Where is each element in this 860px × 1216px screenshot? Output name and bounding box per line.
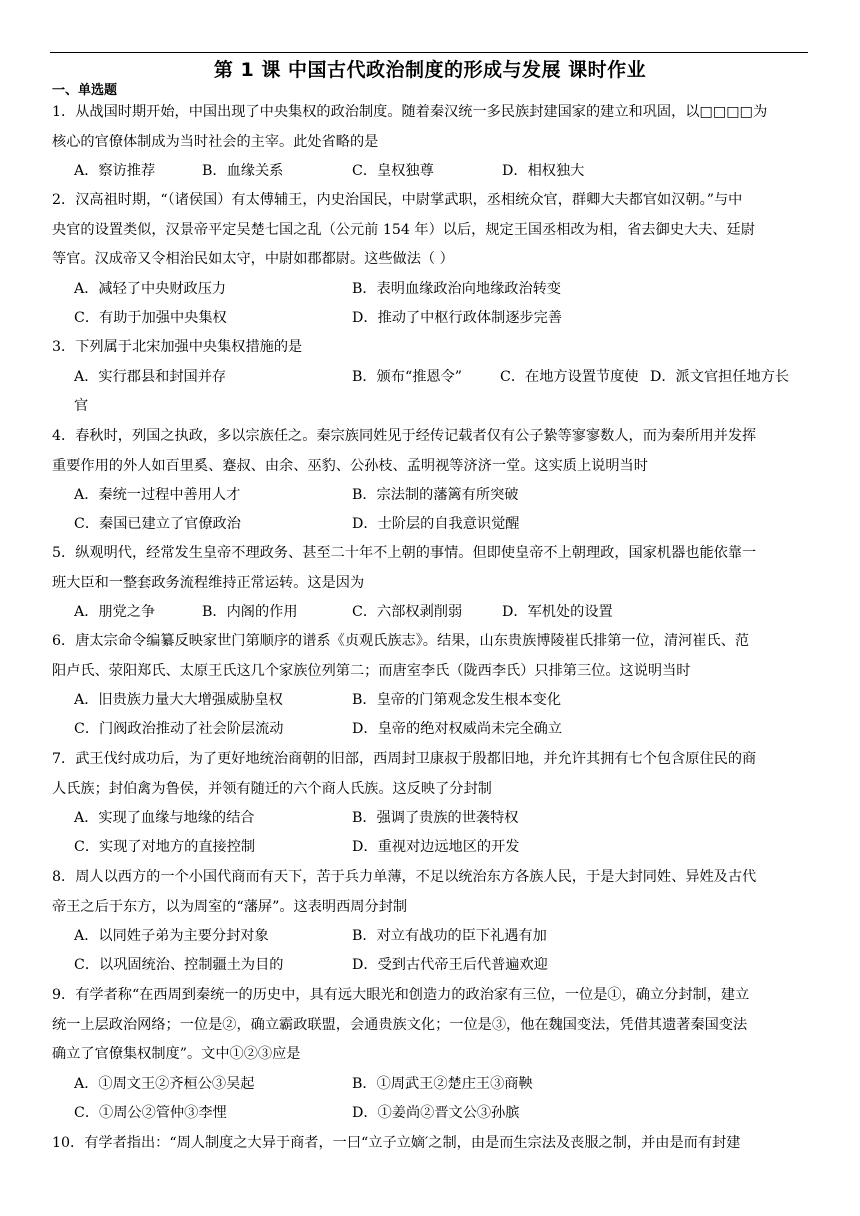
question-6-stem xyxy=(52,627,804,686)
option-d[interactable]: D．①姜尚②晋文公③孙膑 xyxy=(352,1105,520,1121)
question-line: 确立了官僚集权制度”。文中①②③应是 xyxy=(52,1046,301,1062)
question-3-options-wrap xyxy=(74,392,808,421)
option-a[interactable]: A．朋党之争 xyxy=(74,604,156,620)
question-line: 10．有学者指出：“周人制度之大异于商者，一曰“立子立嫡′之制，由是而生宗法及丧服之制，并由是而有封建 xyxy=(52,1135,741,1151)
question-6-options-row-2 xyxy=(74,715,808,744)
option-c[interactable]: C．在地方设置节度使 xyxy=(500,369,639,385)
question-line: 阳卢氏、荥阳郑氏、太原王氏这几个家族位列第二；而唐室李氏（陇西李氏）只排第三位。这说明当时 xyxy=(52,662,691,679)
option-d[interactable]: D．军机处的设置 xyxy=(502,604,613,620)
question-line: 班大臣和一整套政务流程维持正常运转。这是因为 xyxy=(52,574,365,591)
question-1-stem xyxy=(52,98,804,157)
page-title: 第 1 课 中国古代政治制度的形成与发展 课时作业 xyxy=(213,59,647,81)
question-2-stem xyxy=(52,186,804,275)
option-d[interactable]: D．相权独大 xyxy=(502,163,585,179)
question-line: 2．汉高祖时期，“（诸侯国）有太傅辅王，内史治国民，中尉掌武职，丞相统众官，群卿大夫都官如汉朝。”与中 xyxy=(52,192,743,208)
option-c[interactable]: C．秦国已建立了官僚政治 xyxy=(74,516,241,532)
option-a[interactable]: A．减轻了中央财政压力 xyxy=(74,281,227,297)
question-4-options-row-2 xyxy=(74,510,808,539)
option-a[interactable]: A．实行郡县和封国并存 xyxy=(74,369,227,385)
option-c[interactable]: C．有助于加强中央集权 xyxy=(74,310,227,326)
option-d[interactable]: D．受到古代帝王后代普遍欢迎 xyxy=(352,957,548,973)
question-line: 4．春秋时，列国之执政，多以宗族任之。秦宗族同姓见于经传记载者仅有公子絷等寥寥数人，而为秦所用并发挥 xyxy=(52,428,757,444)
question-9-stem xyxy=(52,981,804,1070)
option-d[interactable]: D．士阶层的自我意识觉醒 xyxy=(352,516,520,532)
option-a[interactable]: A．①周文王②齐桓公③吴起 xyxy=(74,1076,255,1092)
question-5-stem xyxy=(52,539,804,598)
option-b[interactable]: B．强调了贵族的世袭特权 xyxy=(352,810,519,826)
option-b[interactable]: B．颁布“推恩令” xyxy=(352,369,463,385)
question-2-options-row-2 xyxy=(74,304,808,333)
question-9-options-row-2 xyxy=(74,1099,808,1128)
option-a[interactable]: A．旧贵族力量大大增强威胁皇权 xyxy=(74,692,283,708)
question-9-options-row-1 xyxy=(74,1070,808,1099)
option-c[interactable]: C．实现了对地方的直接控制 xyxy=(74,839,256,855)
option-d-continued: 官 xyxy=(74,398,89,414)
option-c[interactable]: C．六部权剥削弱 xyxy=(352,604,463,620)
option-b[interactable]: B．血缘关系 xyxy=(202,163,284,179)
question-10-stem xyxy=(52,1129,804,1159)
option-d[interactable]: D．派文官担任地方长 xyxy=(650,369,790,385)
header-rule xyxy=(50,52,808,53)
question-7-options-row-2 xyxy=(74,833,808,862)
question-8-options-row-2 xyxy=(74,951,808,980)
option-a[interactable]: A．实现了血缘与地缘的结合 xyxy=(74,810,255,826)
question-line: 重要作用的外人如百里奚、蹇叔、由余、巫豹、公孙枝、孟明视等济济一堂。这实质上说明当时 xyxy=(52,457,648,474)
question-line: 8．周人以西方的一个小国代商而有天下，苦于兵力单薄，不足以统治东方各族人民，于是大封同姓、异姓及古代 xyxy=(52,869,757,885)
question-3-stem xyxy=(52,333,804,363)
question-5-options xyxy=(74,598,808,627)
option-d[interactable]: D．重视对边远地区的开发 xyxy=(352,839,520,855)
section-heading: 一、单选题 xyxy=(52,83,118,98)
question-4-options-row-1 xyxy=(74,481,808,510)
question-line: 央官的设置类似，汉景帝平定吴楚七国之乱（公元前 154 年）以后，规定王国丞相改为相，省去御史大夫、廷尉 xyxy=(52,221,755,238)
question-7-options-row-1 xyxy=(74,804,808,833)
question-line: 人氏族；封伯禽为鲁侯，并领有随迁的六个商人氏族。这反映了分封制 xyxy=(52,780,492,797)
option-c[interactable]: C．以巩固统治、控制疆土为目的 xyxy=(74,957,284,973)
question-line: 5．纵观明代，经常发生皇帝不理政务、甚至二十年不上朝的事情。但即使皇帝不上朝理政，国家机器也能依靠一 xyxy=(52,545,757,561)
option-b[interactable]: B．①周武王②楚庄王③商鞅 xyxy=(352,1076,533,1092)
option-d[interactable]: D．推动了中枢行政体制逐步完善 xyxy=(352,310,563,326)
question-4-stem xyxy=(52,422,804,481)
question-8-options-row-1 xyxy=(74,922,808,951)
question-line: 6．唐太宗命令编纂反映家世门第顺序的谱系《贞观氏族志》。结果，山东贵族博陵崔氏排第一位，清河崔氏、范 xyxy=(52,633,750,649)
question-1-options xyxy=(74,157,808,186)
question-line: 7．武王伐纣成功后，为了更好地统治商朝的旧部，西周封卫康叔于殷都旧地，并允许其拥有七个包含原住民的商 xyxy=(52,751,757,767)
option-a[interactable]: A．以同姓子弟为主要分封对象 xyxy=(74,928,269,944)
question-line: 等官。汉成帝又令相治民如太守，中尉如郡都尉。这些做法（ ） xyxy=(52,251,454,267)
question-2-options-row-1 xyxy=(74,275,808,304)
question-line: 核心的官僚体制成为当时社会的主宰。此处省略的是 xyxy=(52,133,379,150)
option-a[interactable]: A．秦统一过程中善用人才 xyxy=(74,487,241,503)
question-line: 统一上层政治网络；一位是②，确立霸政联盟，会通贵族文化；一位是③，他在魏国变法，凭借其遗著秦国变法 xyxy=(52,1016,748,1033)
question-line: 9．有学者称“在西周到秦统一的历史中，具有远大眼光和创造力的政治家有三位，一位是①，确立分封制，建立 xyxy=(52,987,750,1003)
question-3-options xyxy=(74,363,808,392)
option-b[interactable]: B．宗法制的藩篱有所突破 xyxy=(352,487,519,503)
option-c[interactable]: C．门阀政治推动了社会阶层流动 xyxy=(74,721,284,737)
option-b[interactable]: B．内阁的作用 xyxy=(202,604,298,620)
question-line: 1．从战国时期开始，中国出现了中央集权的政治制度。随着秦汉统一多民族封建国家的建立和巩固，以□□□□为 xyxy=(52,104,768,120)
option-c[interactable]: C．①周公②管仲③李悝 xyxy=(74,1105,227,1121)
question-7-stem xyxy=(52,745,804,804)
option-b[interactable]: B．皇帝的门第观念发生根本变化 xyxy=(352,692,562,708)
question-8-stem xyxy=(52,863,804,922)
option-b[interactable]: B．对立有战功的臣下礼遇有加 xyxy=(352,928,547,944)
question-line: 3．下列属于北宋加强中央集权措施的是 xyxy=(52,339,303,355)
option-a[interactable]: A．察访推荐 xyxy=(74,163,156,179)
option-d[interactable]: D．皇帝的绝对权威尚未完全确立 xyxy=(352,721,563,737)
question-line: 帝王之后于东方，以为周室的“藩屏”。这表明西周分封制 xyxy=(52,898,408,915)
option-c[interactable]: C．皇权独尊 xyxy=(352,163,434,179)
question-6-options-row-1 xyxy=(74,686,808,715)
option-b[interactable]: B．表明血缘政治向地缘政治转变 xyxy=(352,281,562,297)
